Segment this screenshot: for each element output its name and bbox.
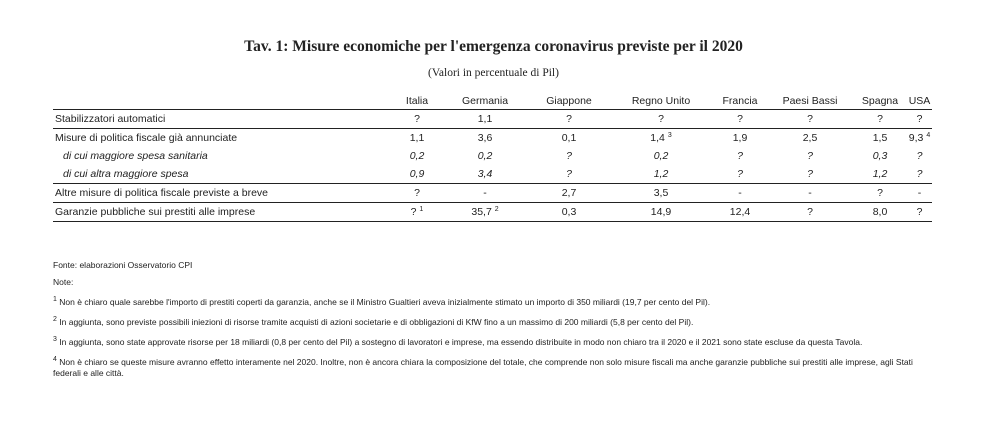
- cell-value: 2,5: [802, 132, 818, 144]
- header-paesi-bassi: Paesi Bassi: [767, 92, 853, 110]
- table-cell: [767, 165, 853, 184]
- row-label: di cui maggiore spesa sanitaria: [63, 150, 208, 162]
- cell-value: 3,4: [477, 168, 493, 180]
- cell-value: 0,2: [653, 150, 669, 162]
- cell-value: 3,5: [653, 187, 669, 199]
- table-cell: [393, 184, 441, 203]
- cell-value: ?: [916, 206, 923, 218]
- cell-value: 0,9: [409, 168, 425, 180]
- cell-value: ?: [877, 187, 883, 199]
- cell-value: 35,7: [471, 206, 492, 218]
- cell-value: -: [483, 187, 487, 199]
- cell-value: 3,6: [477, 132, 493, 144]
- cell-value: 12,4: [729, 206, 751, 218]
- cell-value: 1,1: [477, 113, 493, 125]
- cell-value: ?: [414, 113, 420, 125]
- table-header-row: [53, 92, 932, 110]
- header-germania: Germania: [441, 92, 529, 110]
- cell-value: ?: [737, 113, 743, 125]
- footnote-mark: 3: [667, 132, 672, 139]
- table-cell: [609, 147, 713, 165]
- table-cell: [907, 147, 932, 165]
- footnote-text: In aggiunta, sono previste possibili iniezioni di risorse tramite acquisti di azioni societarie e di obbligazioni di KfW fino a un massimo di 200 miliardi (5,8 per cento del Pil).: [59, 317, 694, 327]
- cell-value: ?: [566, 150, 572, 162]
- table-cell: [767, 147, 853, 165]
- table-cell: [767, 203, 853, 222]
- notes-section: [53, 260, 933, 385]
- row-label: Stabilizzatori automatici: [53, 110, 393, 129]
- header-spagna: Spagna: [853, 92, 907, 110]
- table-title: Tav. 1: Misure economiche per l'emergenza coronavirus previste per il 2020: [244, 38, 743, 55]
- footnote-mark: 2: [494, 206, 499, 213]
- table-cell: [853, 203, 907, 222]
- footnote-mark: 1: [419, 206, 424, 213]
- table-cell: [529, 184, 609, 203]
- cell-value: 1,5: [872, 132, 888, 144]
- table-row: [53, 165, 932, 184]
- table-cell: [441, 147, 529, 165]
- cell-value: ?: [807, 168, 813, 180]
- table-cell: [713, 147, 767, 165]
- table-cell: [767, 184, 853, 203]
- cell-value: 0,1: [561, 132, 577, 144]
- footnote: [53, 294, 933, 308]
- cell-value: ?: [807, 150, 813, 162]
- row-label: Misure di politica fiscale già annunciate: [55, 132, 238, 144]
- row-label: Garanzie pubbliche sui prestiti alle imprese: [53, 203, 393, 222]
- table-cell: [529, 203, 609, 222]
- cell-value: -: [808, 187, 812, 199]
- row-label: Altre misure di politica fiscale previste a breve: [53, 184, 393, 203]
- table-cell: [441, 184, 529, 203]
- cell-value: -: [738, 187, 742, 199]
- measures-table: [53, 92, 932, 222]
- footnote-number: 4: [53, 356, 57, 363]
- footnote: [53, 334, 933, 348]
- cell-value: 0,3: [872, 150, 888, 162]
- header-giappone: Giappone: [529, 92, 609, 110]
- table-cell: [529, 165, 609, 184]
- footnote-text: Non è chiaro quale sarebbe l'importo di prestiti coperti da garanzia, anche se il Ministro Gualtieri aveva inizialmente stimato un importo di 350 miliardi (19,7 per cento del Pil).: [59, 297, 711, 307]
- table-cell: [853, 165, 907, 184]
- cell-value: ?: [566, 168, 572, 180]
- footnote-mark: 4: [926, 132, 931, 139]
- cell-value: ?: [877, 113, 883, 125]
- header-italia: Italia: [393, 92, 441, 110]
- table-subtitle: (Valori in percentuale di Pil): [428, 67, 559, 79]
- row-label: di cui altra maggiore spesa: [53, 165, 393, 184]
- cell-value: ?: [916, 113, 923, 125]
- table-cell: [853, 147, 907, 165]
- table-cell: [393, 203, 441, 222]
- cell-value: ?: [658, 113, 664, 125]
- table-cell: [529, 147, 609, 165]
- table-cell: [441, 203, 529, 222]
- cell-value: ?: [916, 168, 923, 180]
- header-francia: Francia: [713, 92, 767, 110]
- table-cell: [609, 184, 713, 203]
- cell-value: 1,2: [653, 168, 669, 180]
- table-cell: [441, 110, 529, 129]
- table-cell: [907, 165, 932, 184]
- footnote-text: In aggiunta, sono state approvate risorse per 18 miliardi (0,8 per cento del Pil) a sostegno di lavoratori e imprese, ma essendo distribuite in modo non chiaro tra il 2020 e il 2021 sono state escluse da questa Tavola.: [59, 337, 863, 347]
- source-line: Fonte: elaborazioni Osservatorio CPI: [53, 260, 193, 270]
- cell-value: ?: [737, 168, 743, 180]
- table-cell: [609, 203, 713, 222]
- header-regno-unito: Regno Unito: [609, 92, 713, 110]
- table-row: [53, 129, 932, 148]
- cell-value: ?: [916, 150, 923, 162]
- notes-list: [53, 294, 933, 379]
- table-cell: [393, 110, 441, 129]
- table-cell: [393, 165, 441, 184]
- table-cell: [713, 110, 767, 129]
- table-cell: [529, 129, 609, 148]
- footnote-number: 2: [53, 316, 57, 323]
- header-usa: USA: [907, 92, 932, 110]
- cell-value: ?: [737, 150, 743, 162]
- table-cell: [609, 165, 713, 184]
- cell-value: 0,2: [409, 150, 425, 162]
- cell-value: 8,0: [872, 206, 888, 218]
- table-cell: [767, 110, 853, 129]
- table-cell: [907, 110, 932, 129]
- table-row: [53, 203, 932, 222]
- cell-value: 1,2: [872, 168, 888, 180]
- table-row: [53, 184, 932, 203]
- table-cell: [907, 184, 932, 203]
- cell-value: ?: [414, 187, 420, 199]
- table-cell: [767, 129, 853, 148]
- cell-value: 1,9: [732, 132, 748, 144]
- cell-value: ?: [566, 113, 572, 125]
- table-cell: [907, 129, 932, 148]
- cell-value: -: [917, 187, 922, 199]
- table-cell: [853, 129, 907, 148]
- notes-label: Note:: [53, 277, 74, 287]
- table-cell: [529, 110, 609, 129]
- table-cell: [713, 129, 767, 148]
- footnote-number: 1: [53, 296, 57, 303]
- cell-value: 0,3: [561, 206, 577, 218]
- cell-value: 1,1: [409, 132, 425, 144]
- table-cell: [441, 165, 529, 184]
- table-cell: [393, 147, 441, 165]
- table-cell: [441, 129, 529, 148]
- cell-value: ?: [410, 206, 417, 218]
- footnote-text: Non è chiaro se queste misure avranno effetto interamente nel 2020. Inoltre, non è ancora chiara la composizione del totale, che comprende non solo misure fiscali ma anche garanzie pubbliche sui prestiti alle imprese, agli Stati federali e alle città.: [53, 357, 913, 378]
- cell-value: 14,9: [650, 206, 672, 218]
- table-cell: [713, 203, 767, 222]
- table-row: [53, 147, 932, 165]
- cell-value: 2,7: [561, 187, 577, 199]
- footnote-number: 3: [53, 336, 57, 343]
- cell-value: 0,2: [477, 150, 493, 162]
- cell-value: 1,4: [650, 132, 665, 144]
- table-cell: [853, 184, 907, 203]
- footnote: [53, 354, 933, 379]
- table-cell: [713, 165, 767, 184]
- cell-value: ?: [807, 113, 813, 125]
- cell-value: ?: [807, 206, 813, 218]
- table-cell: [713, 184, 767, 203]
- table-cell: [609, 129, 713, 148]
- table-cell: [907, 203, 932, 222]
- footnote: [53, 314, 933, 328]
- table-cell: [393, 129, 441, 148]
- table-row: [53, 110, 932, 129]
- header-label: [53, 92, 393, 110]
- cell-value: 9,3: [908, 132, 924, 144]
- table-cell: [853, 110, 907, 129]
- table-cell: [609, 110, 713, 129]
